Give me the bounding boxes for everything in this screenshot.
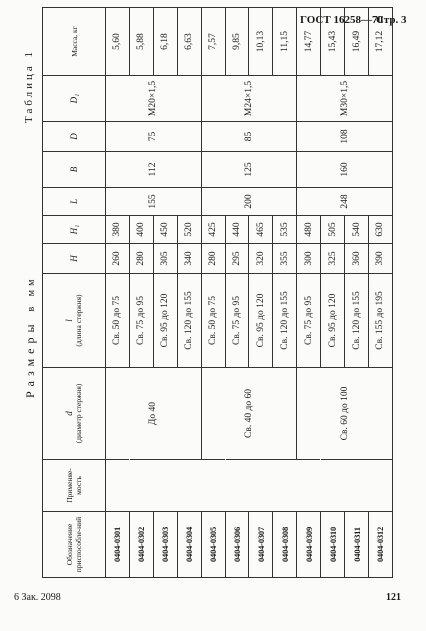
table-unit: в мм: [26, 275, 37, 312]
page-label: Стр. 3: [376, 14, 407, 26]
cell-mass: 10,13: [249, 8, 273, 76]
cell-use: [129, 460, 153, 512]
cell-B-group: 160: [297, 152, 393, 188]
cell-l: Св. 50 до 75: [201, 274, 225, 368]
cell-H: 280: [201, 244, 225, 274]
cell-H1: 425: [201, 216, 225, 244]
cell-H1: 450: [153, 216, 177, 244]
cell-l: Св. 120 до 155: [273, 274, 297, 368]
cell-H1: 540: [345, 216, 369, 244]
col-header-D-symbol: D: [68, 133, 79, 140]
cell-code: 0404-0301: [106, 512, 130, 578]
cell-mass: 9,85: [225, 8, 249, 76]
cell-H1: 465: [249, 216, 273, 244]
cell-H1: 520: [177, 216, 201, 244]
cell-l: Св. 75 до 95: [225, 274, 249, 368]
cell-mass: 7,57: [201, 8, 225, 76]
cell-d-group: Св. 60 до 100: [297, 368, 393, 460]
col-header-B: [43, 152, 106, 188]
cell-B-group: 112: [106, 152, 202, 188]
col-header-d-symbol: d: [64, 411, 74, 416]
cell-H1: 380: [106, 216, 130, 244]
cell-code: 0404-0304: [177, 512, 201, 578]
col-header-d: [43, 368, 106, 460]
table-title: [23, 276, 38, 398]
rotated-table-block: [25, 8, 405, 578]
cell-H: 390: [368, 244, 392, 274]
cell-H: 295: [225, 244, 249, 274]
col-header-D1: [43, 76, 106, 122]
cell-H: 355: [273, 244, 297, 274]
cell-H1: 440: [225, 216, 249, 244]
cell-H: 260: [106, 244, 130, 274]
col-header-l: [43, 274, 106, 368]
cell-code: 0404-0302: [129, 512, 153, 578]
cell-H: 320: [249, 244, 273, 274]
cell-L-group: 248: [297, 188, 393, 216]
cell-use: [249, 460, 273, 512]
table-header-row: [43, 8, 106, 578]
cell-H1: 480: [297, 216, 321, 244]
cell-d-group: Св. 40 до 60: [201, 368, 297, 460]
col-header-use: Применяе-мость: [43, 460, 106, 512]
cell-mass: 6,63: [177, 8, 201, 76]
cell-L-group: 200: [201, 188, 297, 216]
col-header-L: [43, 188, 106, 216]
dimensions-table: [42, 7, 393, 578]
cell-H1: 505: [321, 216, 345, 244]
standard-number: ГОСТ 16258—70: [300, 14, 383, 26]
col-header-D1-symbol: D₁: [68, 93, 79, 104]
cell-l: Св. 155 до 195: [368, 274, 392, 368]
col-header-d-desc: (диаметр стержня): [74, 383, 83, 444]
cell-mass: 6,18: [153, 8, 177, 76]
cell-l: Св. 75 до 95: [129, 274, 153, 368]
cell-use: [153, 460, 177, 512]
cell-D1-group: M20×1,5: [106, 76, 202, 122]
print-order-number: 6 Зак. 2098: [14, 592, 61, 603]
cell-l: Св. 75 до 95: [297, 274, 321, 368]
cell-use: [345, 460, 369, 512]
cell-d-group: До 40: [106, 368, 202, 460]
cell-code: 0404-0310: [321, 512, 345, 578]
cell-D-group: 85: [201, 122, 297, 152]
cell-mass: 5,88: [129, 8, 153, 76]
col-header-D: [43, 122, 106, 152]
cell-mass: 11,15: [273, 8, 297, 76]
cell-code: 0404-0307: [249, 512, 273, 578]
cell-use: [368, 460, 392, 512]
table-row: [297, 8, 321, 578]
cell-mass: 17,12: [368, 8, 392, 76]
cell-H1: 400: [129, 216, 153, 244]
table-row: [106, 8, 130, 578]
col-header-L-symbol: L: [68, 199, 79, 205]
cell-l: Св. 50 до 75: [106, 274, 130, 368]
cell-D-group: 75: [106, 122, 202, 152]
table-row: [201, 8, 225, 578]
cell-H: 360: [345, 244, 369, 274]
cell-D-group: 108: [297, 122, 393, 152]
cell-l: Св. 95 до 120: [249, 274, 273, 368]
cell-l: Св. 120 до 155: [177, 274, 201, 368]
cell-use: [225, 460, 249, 512]
cell-use: [273, 460, 297, 512]
table-label: Таблица 1: [23, 48, 35, 123]
cell-D1-group: M30×1,5: [297, 76, 393, 122]
cell-H: 305: [153, 244, 177, 274]
cell-H1: 535: [273, 216, 297, 244]
cell-use: [201, 460, 225, 512]
cell-L-group: 155: [106, 188, 202, 216]
cell-code: 0404-0306: [225, 512, 249, 578]
col-header-l-symbol: l: [64, 319, 74, 322]
cell-l: Св. 120 до 155: [345, 274, 369, 368]
table-title-text: Размеры: [23, 319, 37, 398]
cell-use: [106, 460, 130, 512]
cell-use: [297, 460, 321, 512]
cell-mass: 5,60: [106, 8, 130, 76]
page-number: 121: [386, 592, 401, 603]
cell-H: 340: [177, 244, 201, 274]
cell-H: 280: [129, 244, 153, 274]
cell-H1: 630: [368, 216, 392, 244]
cell-code: 0404-0308: [273, 512, 297, 578]
cell-code: 0404-0312: [368, 512, 392, 578]
cell-B-group: 125: [201, 152, 297, 188]
cell-use: [321, 460, 345, 512]
col-header-H1: [43, 216, 106, 244]
cell-code: 0404-0305: [201, 512, 225, 578]
cell-H: 300: [297, 244, 321, 274]
col-header-code: Обозначение приспособле-ний: [43, 512, 106, 578]
col-header-H: [43, 244, 106, 274]
cell-mass: 15,43: [321, 8, 345, 76]
cell-code: 0404-0311: [345, 512, 369, 578]
cell-code: 0404-0309: [297, 512, 321, 578]
col-header-B-symbol: B: [68, 166, 79, 173]
col-header-H1-symbol: H₁: [68, 224, 79, 235]
cell-code: 0404-0303: [153, 512, 177, 578]
col-header-H-symbol: H: [68, 255, 79, 262]
cell-use: [177, 460, 201, 512]
cell-H: 325: [321, 244, 345, 274]
cell-mass: 14,77: [297, 8, 321, 76]
cell-l: Св. 95 до 120: [321, 274, 345, 368]
cell-D1-group: M24×1,5: [201, 76, 297, 122]
cell-l: Св. 95 до 120: [153, 274, 177, 368]
cell-mass: 16,49: [345, 8, 369, 76]
col-header-l-desc: (длина стержня): [74, 294, 83, 347]
col-header-mass: Масса, кг: [43, 8, 106, 76]
